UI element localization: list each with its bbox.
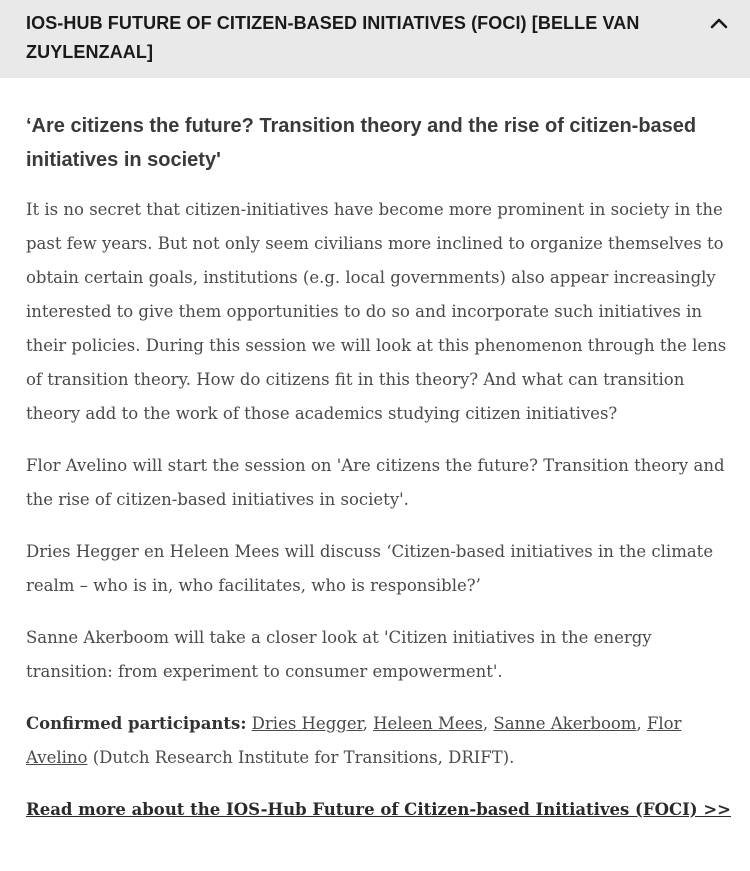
chevron-up-icon [708,12,730,34]
speaker-3-description: Sanne Akerboom will take a closer look at 'Citizen initiatives in the energy transition: from experiment to consumer empowerment'. [26,628,652,681]
accordion-title[interactable]: IOS-HUB FUTURE OF CITIZEN-BASED INITIATIVES (FOCI) [BELLE VAN ZUYLENZAAL] [26,13,640,62]
session-intro: It is no secret that citizen-initiatives have become more prominent in society in the past few years. But not only seem civilians more inclined to organize themselves to obtain certain goals, institutions (e.g. local governments) also appear increasingly interested to give them opportunities to do so and incorporate such initiatives in their policies. During this session we will look at this phenomenon through the lens of transition theory. How do citizens fit in this theory? And what can transition theory add to the work of those academics studying citizen initiatives? [26,200,727,423]
participants-line [26,707,736,775]
accordion-header[interactable] [0,0,750,78]
participant-separator: , [482,714,494,733]
participant-separator: , [636,714,647,733]
participants-affiliation: (Dutch Research Institute for Transitions, DRIFT). [87,748,515,767]
participant-separator: , [362,714,374,733]
participant-link-sanne-akerboom[interactable]: Sanne Akerboom [493,714,637,733]
collapse-toggle-button[interactable] [708,12,730,34]
read-more-link[interactable]: Read more about the IOS-Hub Future of Citizen-based Initiatives (FOCI) >> [26,800,732,819]
participants-label: Confirmed participants: [26,714,247,733]
participant-link-heleen-mees[interactable]: Heleen Mees [373,714,483,733]
participant-link-dries-hegger[interactable]: Dries Hegger [251,714,363,733]
session-heading: ‘Are citizens the future? Transition theory and the rise of citizen-based initiatives in society' [26,115,697,171]
speaker-2-description: Dries Hegger en Heleen Mees will discuss ‘Citizen-based initiatives in the climate realm – who is in, who facilitates, who is responsible?’ [26,542,714,595]
accordion-content [26,109,736,827]
participant-link-flor-avelino[interactable]: Flor Avelino [26,714,682,767]
speaker-1-description: Flor Avelino will start the session on 'Are citizens the future? Transition theory and the rise of citizen-based initiatives in society'. [26,456,725,509]
